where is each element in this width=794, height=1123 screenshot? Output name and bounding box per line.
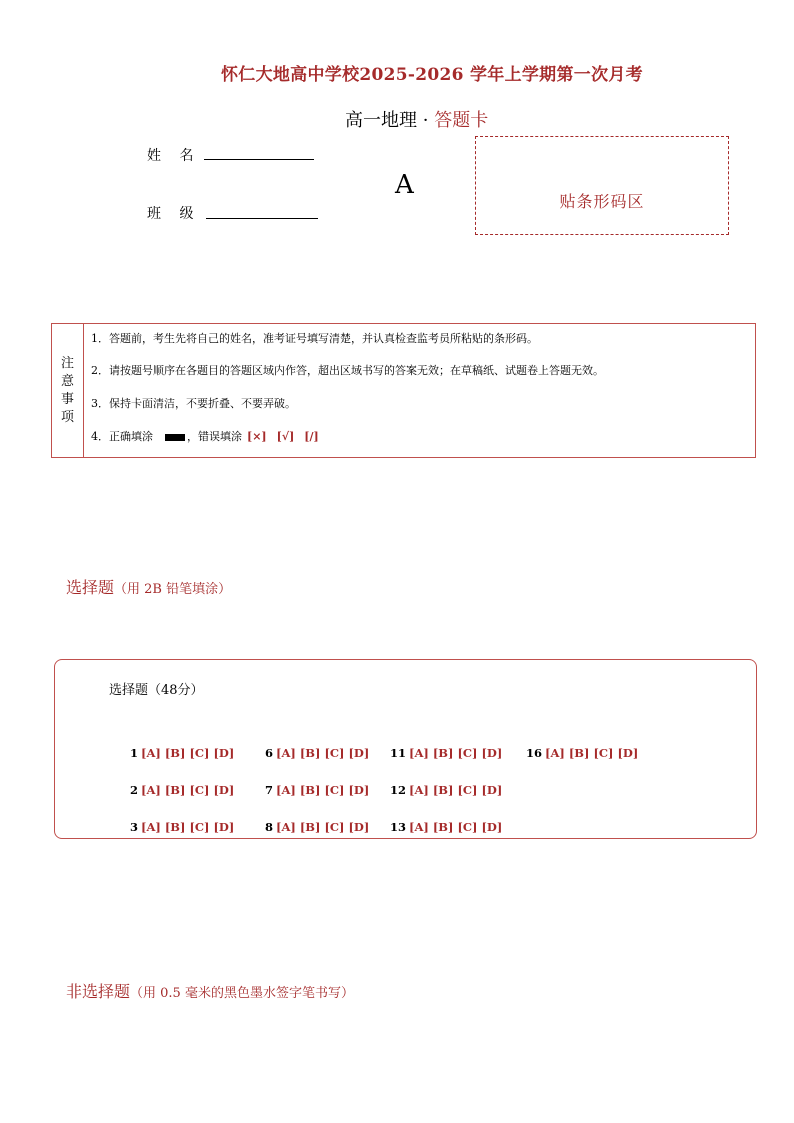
subject-separator: · — [422, 110, 429, 131]
card-label: 答题卡 — [434, 110, 489, 131]
option-bubble[interactable]: [D] — [348, 746, 370, 760]
question-number: 2 — [130, 783, 139, 797]
question-number: 1 — [130, 746, 139, 760]
option-bubble[interactable]: [C] — [324, 746, 345, 760]
barcode-label: 贴条形码区 — [559, 192, 645, 211]
option-bubble[interactable]: [B] — [432, 783, 454, 797]
option-bubble[interactable]: [A] — [409, 820, 429, 834]
question-number: 3 — [130, 820, 139, 834]
notice-side-label: 注 意 事 项 — [52, 324, 84, 457]
option-bubble[interactable]: [C] — [189, 783, 210, 797]
option-bubble[interactable]: [D] — [481, 746, 503, 760]
fill-wrong-label: ，错误填涂 — [187, 430, 242, 443]
option-bubble[interactable]: [B] — [164, 820, 186, 834]
question-11 — [390, 746, 506, 760]
option-bubble[interactable]: [C] — [189, 820, 210, 834]
question-6 — [265, 746, 373, 760]
option-bubble[interactable]: [D] — [213, 820, 235, 834]
choice-box-title: 选择题（48分） — [109, 683, 204, 698]
question-number: 12 — [390, 783, 407, 797]
question-3 — [130, 820, 238, 834]
notice-item: 2．请按题号顺序在各题目的答题区域内作答，超出区域书写的答案无效；在草稿纸、试题卷上答题无效。 — [91, 364, 604, 377]
option-bubble[interactable]: [B] — [299, 820, 321, 834]
wrong-mark: [√] — [276, 430, 295, 443]
question-12 — [390, 783, 506, 797]
option-bubble[interactable]: [D] — [481, 820, 503, 834]
option-bubble[interactable]: [D] — [348, 820, 370, 834]
wrong-mark: [/] — [304, 430, 319, 443]
subject-name: 高一地理 — [345, 110, 417, 131]
option-bubble[interactable]: [A] — [276, 746, 296, 760]
option-bubble[interactable]: [B] — [432, 746, 454, 760]
option-bubble[interactable]: [B] — [299, 746, 321, 760]
question-number: 6 — [265, 746, 274, 760]
option-bubble[interactable]: [C] — [189, 746, 210, 760]
option-bubble[interactable]: [D] — [481, 783, 503, 797]
option-bubble[interactable]: [D] — [617, 746, 639, 760]
notice-item-fill — [91, 428, 319, 444]
option-bubble[interactable]: [A] — [409, 746, 429, 760]
name-field[interactable] — [204, 159, 314, 160]
option-bubble[interactable]: [B] — [568, 746, 590, 760]
option-bubble[interactable]: [B] — [164, 783, 186, 797]
option-bubble[interactable]: [D] — [213, 783, 235, 797]
choice-answer-box — [54, 659, 757, 839]
option-bubble[interactable]: [D] — [348, 783, 370, 797]
fill-correct-label: 4．正确填涂 — [91, 430, 153, 443]
option-bubble[interactable]: [B] — [164, 746, 186, 760]
question-number: 13 — [390, 820, 407, 834]
option-bubble[interactable]: [A] — [276, 783, 296, 797]
barcode-area — [475, 136, 729, 235]
option-bubble[interactable]: [A] — [276, 820, 296, 834]
notice-item: 1．答题前，考生先将自己的姓名，准考证号填写清楚，并认真检查监考员所粘贴的条形码。 — [91, 332, 538, 345]
exam-title: 怀仁大地高中学校2025-2026 学年上学期第一次月考 — [220, 65, 643, 85]
option-bubble[interactable]: [A] — [409, 783, 429, 797]
option-bubble[interactable]: [D] — [213, 746, 235, 760]
option-bubble[interactable]: [C] — [324, 783, 345, 797]
question-number: 16 — [526, 746, 543, 760]
option-bubble[interactable]: [C] — [593, 746, 614, 760]
paper-version: A — [395, 170, 414, 200]
question-7 — [265, 783, 373, 797]
question-number: 11 — [390, 746, 407, 760]
option-bubble[interactable]: [B] — [432, 820, 454, 834]
wrong-mark: [×] — [247, 430, 267, 443]
class-label: 班 级 — [147, 206, 194, 222]
class-field[interactable] — [206, 218, 318, 219]
option-bubble[interactable]: [C] — [457, 820, 478, 834]
nonchoice-section-hint: （用 0.5 毫米的黑色墨水签字笔书写） — [130, 986, 354, 1001]
option-bubble[interactable]: [B] — [299, 783, 321, 797]
choice-section-heading: 选择题（用 2B 铅笔填涂） — [66, 578, 232, 597]
filled-mark-sample — [165, 434, 185, 441]
name-label: 姓 名 — [147, 148, 194, 164]
option-bubble[interactable]: [C] — [457, 783, 478, 797]
option-bubble[interactable]: [A] — [141, 820, 161, 834]
option-bubble[interactable]: [A] — [141, 783, 161, 797]
question-number: 8 — [265, 820, 274, 834]
option-bubble[interactable]: [C] — [457, 746, 478, 760]
question-number: 7 — [265, 783, 274, 797]
option-bubble[interactable]: [A] — [545, 746, 565, 760]
question-8 — [265, 820, 373, 834]
question-2 — [130, 783, 238, 797]
subject-title — [345, 106, 488, 132]
choice-section-hint: （用 2B 铅笔填涂） — [114, 582, 232, 597]
notice-item: 3．保持卡面清洁，不要折叠、不要弄破。 — [91, 397, 296, 410]
option-bubble[interactable]: [C] — [324, 820, 345, 834]
option-bubble[interactable]: [A] — [141, 746, 161, 760]
notice-box — [51, 323, 756, 458]
question-1 — [130, 746, 238, 760]
question-16 — [526, 746, 642, 760]
question-13 — [390, 820, 506, 834]
nonchoice-section-heading: 非选择题（用 0.5 毫米的黑色墨水签字笔书写） — [66, 982, 354, 1001]
